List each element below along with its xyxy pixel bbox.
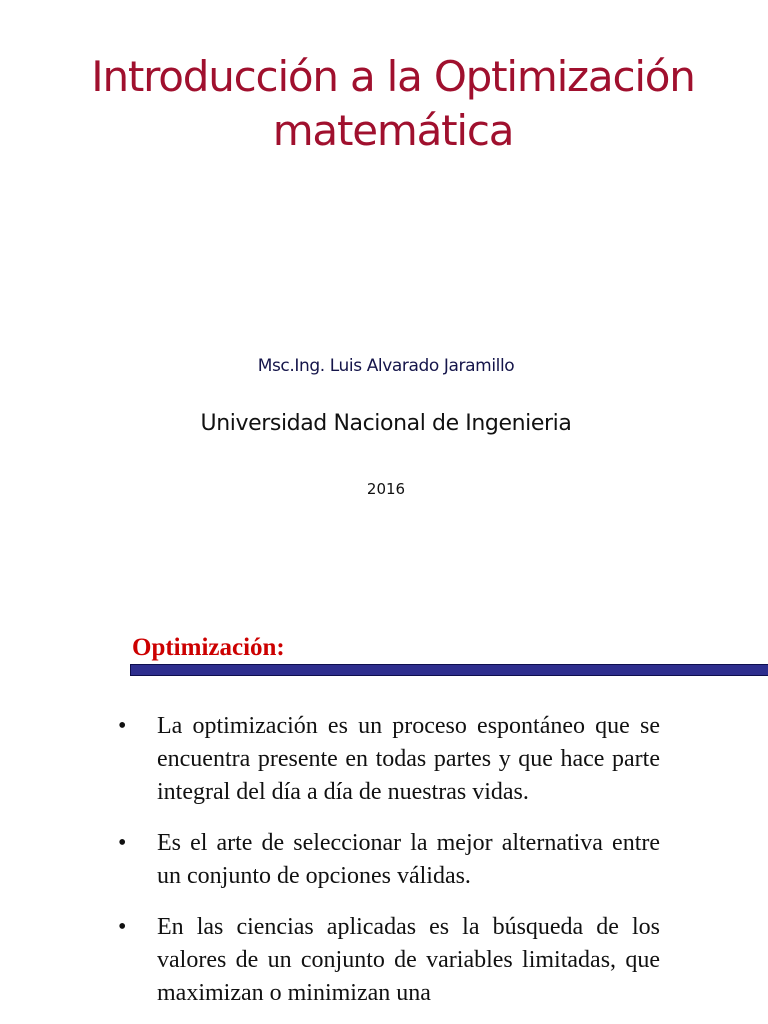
bullet-item: [0, 710, 768, 809]
bullet-text: En las ciencias aplicadas es la búsqueda de los valores de un conjunto de variables limitadas, que maximizan o minimizan una: [157, 914, 660, 1006]
bullet-item: [0, 827, 768, 893]
heading-underline-bar: [130, 664, 768, 676]
bullet-text: Es el arte de seleccionar la mejor alternativa entre un conjunto de opciones válidas.: [157, 830, 660, 889]
slide-title-line-1: Introducción a la Optimización: [91, 52, 695, 101]
bullet-icon: •: [118, 713, 127, 739]
bullet-item: [0, 911, 768, 1010]
bullet-icon: •: [118, 914, 127, 940]
bullet-list: [0, 710, 768, 1024]
slide-title: [0, 50, 768, 158]
section-heading: Optimización:: [132, 634, 285, 661]
bullet-text: La optimización es un proceso espontáneo que se encuentra presente en todas partes y que hace parte integral del día a día de nuestras vidas.: [157, 713, 660, 805]
year-label: 2016: [366, 480, 406, 498]
university-name: Universidad Nacional de Ingenieria: [200, 411, 572, 436]
author-name: Msc.Ing. Luis Alvarado Jaramillo: [257, 356, 515, 376]
slide-title-line-2: matemática: [272, 106, 514, 155]
bullet-icon: •: [118, 830, 127, 856]
